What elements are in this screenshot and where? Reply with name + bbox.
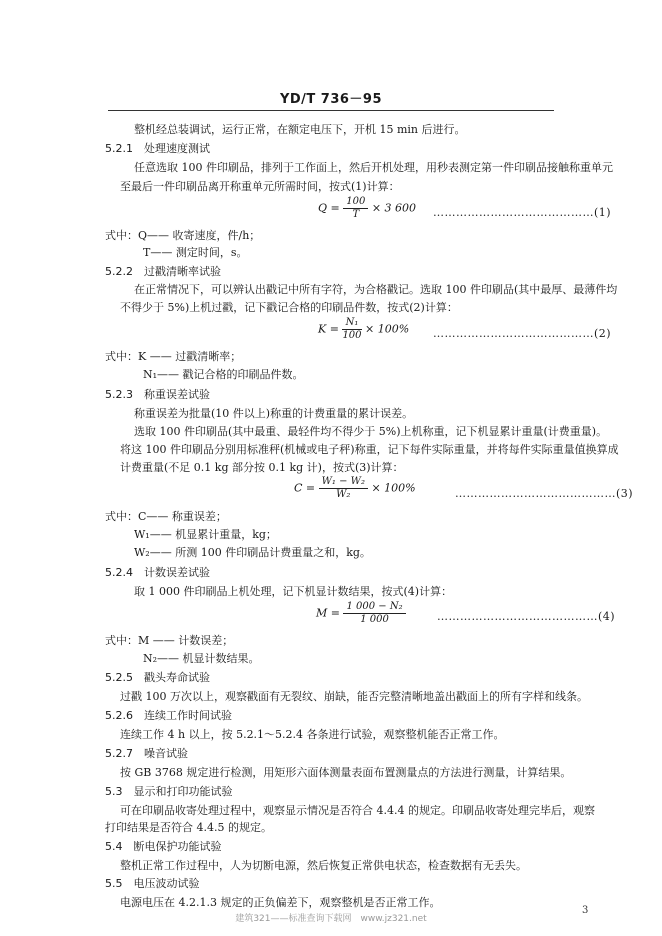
formula-2 [318, 317, 409, 342]
definition-line: 式中：Q—— 收寄速度，件/h； [105, 229, 261, 242]
section-5-2-6-heading: 5.2.6 连续工作时间试验 [105, 709, 232, 722]
formula-3-denominator: W₂ [336, 489, 351, 500]
definition-line: 式中：C—— 称重误差； [105, 510, 227, 523]
definition-line: W₂—— 所测 100 件印刷品计费重量之和，kg。 [134, 546, 371, 559]
formula-4-numerator: 1 000 − N₂ [343, 601, 405, 614]
equation-number-2: ……………………………………(2) [433, 327, 612, 340]
section-5-5-heading: 5.5 电压波动试验 [105, 877, 200, 890]
formula-1-numerator: 100 [343, 196, 368, 209]
paragraph-line: 过戳 100 万次以上，观察戳面有无裂纹、崩缺，能否完整清晰地盖出戳面上的所有字样和线条。 [120, 690, 588, 703]
formula-4-fraction [343, 601, 405, 626]
document-code-header: YD/T 736－95 [279, 92, 383, 107]
section-5-2-7-heading: 5.2.7 噪音试验 [105, 747, 188, 760]
section-5-2-3-heading: 5.2.3 称重误差试验 [105, 388, 210, 401]
formula-1-denominator: T [352, 209, 360, 220]
paragraph-line: 选取 100 件印刷品(其中最重、最轻件均不得少于 5%)上机称重，记下机显累计重量(计费重量)。 [134, 425, 608, 438]
section-5-2-4-heading: 5.2.4 计数误差试验 [105, 566, 210, 579]
section-5-2-1-heading: 5.2.1 处理速度测试 [105, 142, 210, 155]
equation-number-4: ……………………………………(4) [437, 610, 616, 623]
formula-2-rhs: × 100% [365, 322, 410, 336]
formula-1-fraction [343, 196, 368, 221]
formula-4-denominator: 1 000 [360, 614, 389, 625]
header-rule [108, 110, 554, 111]
definition-line: N₂—— 机显计数结果。 [143, 652, 260, 665]
paragraph-line: 打印结果是否符合 4.4.5 的规定。 [105, 821, 272, 834]
formula-3 [294, 476, 416, 501]
definition-line: 式中：M —— 计数误差； [105, 634, 234, 647]
paragraph-line: 可在印刷品收寄处理过程中，观察显示情况是否符合 4.4.4 的规定。印刷品收寄处理完毕后，观察 [120, 804, 595, 817]
section-5-2-5-heading: 5.2.5 戳头寿命试验 [105, 671, 210, 684]
formula-1 [318, 196, 416, 221]
equation-number-3: ……………………………………(3) [455, 487, 634, 500]
definition-line: W₁—— 机显累计重量，kg； [134, 528, 277, 541]
paragraph-line: 整机正常工作过程中，人为切断电源，然后恢复正常供电状态，检查数据有无丢失。 [120, 859, 527, 872]
formula-2-numerator: N₁ [342, 317, 361, 330]
paragraph-line: 计费重量(不足 0.1 kg 部分按 0.1 kg 计)，按式(3)计算： [120, 461, 404, 474]
paragraph-line: 将这 100 件印刷品分别用标准秤(机械或电子秤)称重，记下每件实际重量，并将每件实际重量值换算成 [120, 443, 619, 456]
paragraph-line: 任意选取 100 件印刷品，排列于工作面上，然后开机处理，用秒表测定第一件印刷品接触称重单元 [134, 161, 613, 174]
formula-2-lhs: K = [318, 322, 339, 336]
formula-1-rhs: × 3 600 [371, 201, 417, 215]
paragraph-line: 按 GB 3768 规定进行检测，用矩形六面体测量表面布置测量点的方法进行测量，计算结果。 [120, 766, 572, 779]
definition-line: 式中：K —— 过戳清晰率； [105, 350, 242, 363]
section-5-3-heading: 5.3 显示和打印功能试验 [105, 785, 233, 798]
paragraph-line: 不得少于 5%)上机过戳，记下戳记合格的印刷品件数，按式(2)计算： [120, 301, 458, 314]
section-5-2-2-heading: 5.2.2 过戳清晰率试验 [105, 265, 221, 278]
formula-3-rhs: × 100% [371, 481, 416, 495]
footer-watermark: 建筑321——标准查询下载网 www.jz321.net [235, 914, 427, 924]
paragraph-line: 电源电压在 4.2.1.3 规定的正负偏差下，观察整机是否正常工作。 [120, 896, 441, 909]
formula-2-fraction [342, 317, 361, 342]
section-5-4-heading: 5.4 断电保护功能试验 [105, 840, 222, 853]
formula-2-denominator: 100 [342, 330, 362, 341]
formula-1-lhs: Q = [318, 201, 340, 215]
paragraph-line: 取 1 000 件印刷品上机处理，记下机显计数结果，按式(4)计算： [134, 585, 453, 598]
intro-line: 整机经总装调试，运行正常，在额定电压下，开机 15 min 后进行。 [134, 123, 466, 136]
formula-3-lhs: C = [294, 481, 316, 495]
formula-4-lhs: M = [316, 606, 340, 620]
paragraph-line: 在正常情况下，可以辨认出戳记中所有字符，为合格戳记。选取 100 件印刷品(其中最厚、最薄件均 [134, 283, 618, 296]
paragraph-line: 连续工作 4 h 以上，按 5.2.1～5.2.4 各条进行试验，观察整机能否正常工作。 [120, 728, 505, 741]
equation-number-1: ……………………………………(1) [433, 206, 612, 219]
formula-3-numerator: W₁ − W₂ [319, 476, 368, 489]
page-number: 3 [582, 905, 589, 916]
paragraph-line: 称重误差为批量(10 件以上)称重的计费重量的累计误差。 [134, 407, 414, 420]
formula-3-fraction [319, 476, 368, 501]
definition-line: N₁—— 戳记合格的印刷品件数。 [143, 368, 304, 381]
formula-4 [316, 601, 406, 626]
paragraph-line: 至最后一件印刷品离开称重单元所需时间，按式(1)计算： [120, 180, 400, 193]
definition-line: T—— 测定时间，s。 [143, 246, 248, 259]
